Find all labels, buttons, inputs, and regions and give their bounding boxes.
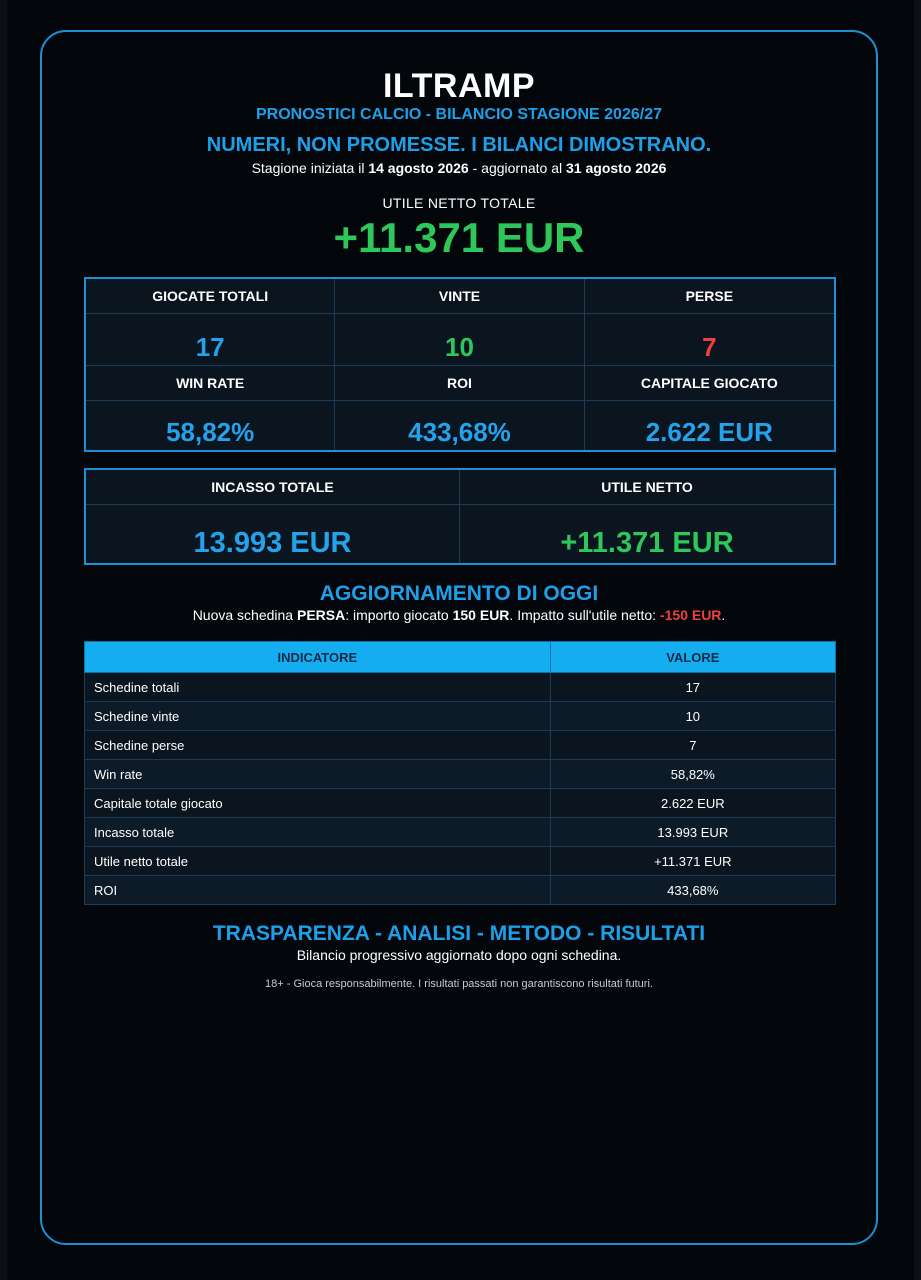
net-total-value: +11.371 EUR — [333, 214, 585, 261]
table-header-row — [85, 642, 836, 673]
update-status: PERSA — [296, 607, 346, 623]
update-text — [42, 607, 876, 623]
dates-prefix: Stagione iniziata il — [251, 160, 365, 176]
stat-winrate-value: 58,82% — [86, 401, 335, 450]
stat-capital-value: 2.622 EUR — [645, 417, 773, 447]
update-part-2: : importo giocato — [345, 607, 449, 623]
season-dates — [42, 160, 876, 176]
stat-capital-label: CAPITALE GIOCATO — [585, 366, 834, 401]
row-indicator: Schedine totali — [85, 673, 551, 702]
stat-income-label: INCASSO TOTALE — [86, 470, 460, 505]
row-indicator: Win rate — [85, 760, 551, 789]
indicators-table — [84, 641, 836, 905]
report-card — [40, 30, 878, 1245]
table-row — [85, 702, 836, 731]
table-row — [85, 760, 836, 789]
stat-winrate-label: WIN RATE — [86, 366, 335, 401]
left-edge-strip — [0, 0, 7, 1280]
row-value: 13.993 EUR — [550, 818, 835, 847]
update-amount: 150 EUR — [452, 607, 510, 623]
table-row — [85, 847, 836, 876]
row-indicator: ROI — [85, 876, 551, 905]
report-subtitle: PRONOSTICI CALCIO - BILANCIO STAGIONE 2026/27 — [256, 106, 662, 123]
stat-lost-value: 7 — [585, 314, 834, 366]
stat-total-label: GIOCATE TOTALI — [86, 279, 335, 314]
stat-net-label: UTILE NETTO — [460, 470, 834, 505]
update-impact: -150 EUR — [659, 607, 722, 623]
table-row — [85, 789, 836, 818]
row-value: 433,68% — [550, 876, 835, 905]
table-row — [85, 818, 836, 847]
stat-won-value: 10 — [335, 314, 584, 366]
column-header-value: VALORE — [550, 642, 835, 673]
footer-title: TRASPARENZA - ANALISI - METODO - RISULTATI — [212, 922, 706, 945]
disclaimer: 18+ - Gioca responsabilmente. I risultati passati non garantiscono risultati futuri. — [265, 978, 653, 990]
income-grid — [84, 468, 836, 565]
footer-subtitle: Bilancio progressivo aggiornato dopo ogni schedina. — [296, 947, 622, 963]
stat-won-label: VINTE — [335, 279, 584, 314]
stat-roi-value: 433,68% — [335, 401, 584, 450]
brand-title: ILTRAMP — [382, 67, 536, 105]
stat-income-value: 13.993 EUR — [86, 505, 460, 563]
last-update-date: 31 agosto 2026 — [566, 160, 667, 176]
stats-grid — [84, 277, 836, 452]
row-value: 10 — [550, 702, 835, 731]
stat-total-value: 17 — [86, 314, 335, 366]
table-row — [85, 876, 836, 905]
row-indicator: Incasso totale — [85, 818, 551, 847]
row-value: 2.622 EUR — [550, 789, 835, 818]
net-total-label: UTILE NETTO TOTALE — [382, 195, 536, 211]
update-part-3: . Impatto sull'utile netto: — [509, 607, 657, 623]
table-row — [85, 731, 836, 760]
row-value: +11.371 EUR — [550, 847, 835, 876]
update-part-4: . — [721, 607, 726, 623]
row-indicator: Schedine vinte — [85, 702, 551, 731]
stat-net-value: +11.371 EUR — [560, 527, 734, 559]
row-indicator: Utile netto totale — [85, 847, 551, 876]
row-indicator: Capitale totale giocato — [85, 789, 551, 818]
row-indicator: Schedine perse — [85, 731, 551, 760]
column-header-indicator: INDICATORE — [85, 642, 551, 673]
right-edge-strip — [914, 0, 921, 1280]
dates-middle: - aggiornato al — [472, 160, 563, 176]
stat-roi-label: ROI — [335, 366, 584, 401]
table-row — [85, 673, 836, 702]
row-value: 17 — [550, 673, 835, 702]
row-value: 58,82% — [550, 760, 835, 789]
stat-lost-label: PERSE — [585, 279, 834, 314]
slogan: NUMERI, NON PROMESSE. I BILANCI DIMOSTRANO. — [206, 134, 712, 156]
season-start-date: 14 agosto 2026 — [368, 160, 469, 176]
update-part-1: Nuova schedina — [192, 607, 294, 623]
update-title: AGGIORNAMENTO DI OGGI — [319, 582, 599, 605]
row-value: 7 — [550, 731, 835, 760]
